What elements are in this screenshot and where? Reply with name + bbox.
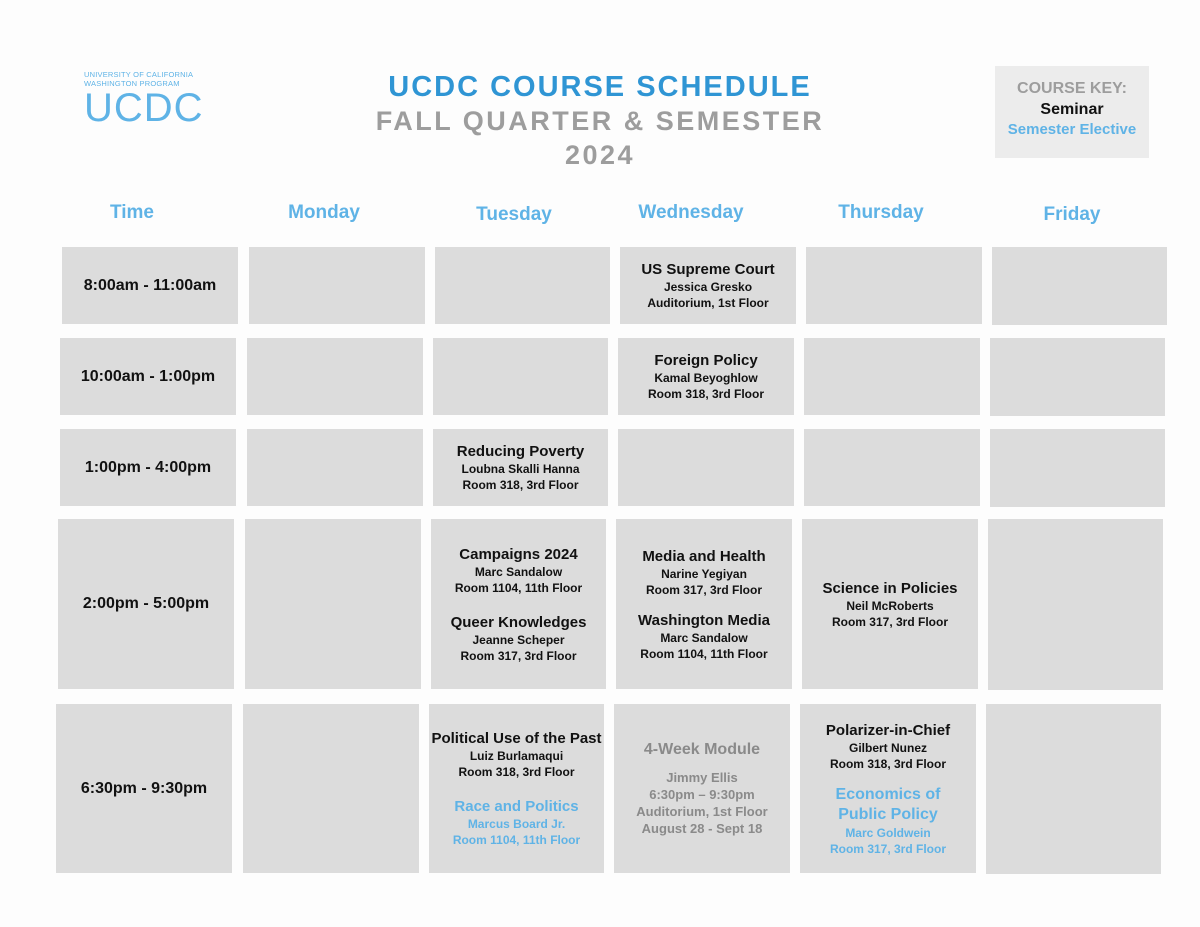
course-room: Room 317, 3rd Floor <box>831 614 948 629</box>
time-label: 6:30pm - 9:30pm <box>80 779 208 797</box>
course-instructor: Neil McRoberts <box>846 598 934 613</box>
header-wednesday: Wednesday <box>638 202 744 223</box>
time-label: 1:00pm - 4:00pm <box>84 458 212 476</box>
course-room: Room 317, 3rd Floor <box>460 648 577 663</box>
course-instructor: Jimmy Ellis <box>666 770 738 785</box>
class-cell-wednesday <box>616 519 792 689</box>
course-room: Room 1104, 11th Floor <box>452 833 581 847</box>
course-key-elective: Semester Elective <box>1007 121 1137 138</box>
empty-cell-monday <box>249 247 425 324</box>
time-label: 8:00am - 11:00am <box>83 276 217 294</box>
time-cell <box>62 247 238 324</box>
course-room: Room 318, 3rd Floor <box>458 765 575 779</box>
empty-cell-friday <box>986 704 1161 874</box>
page-subtitle: FALL QUARTER & SEMESTER 2024 <box>375 106 825 170</box>
logo-line-2: WASHINGTON PROGRAM <box>84 79 180 88</box>
course-instructor: Marcus Board Jr. <box>467 817 566 831</box>
logo-mark: UCDC <box>84 86 204 130</box>
course-instructor: Marc Sandalow <box>660 630 748 645</box>
course-political-use-past <box>431 729 601 780</box>
course-instructor: Narine Yegiyan <box>661 566 747 581</box>
course-title: Reducing Poverty <box>456 443 585 460</box>
course-title: Race and Politics <box>454 798 579 815</box>
course-room: Room 318, 3rd Floor <box>462 478 579 492</box>
empty-cell-tuesday <box>433 338 608 415</box>
course-title: Washington Media <box>638 611 770 629</box>
empty-cell-friday <box>990 429 1165 507</box>
course-queer-knowledges <box>451 613 587 664</box>
course-title: Science in Policies <box>822 579 958 597</box>
class-cell-wednesday <box>620 247 796 324</box>
header-time: Time <box>109 202 154 223</box>
class-cell-thursday <box>802 519 978 689</box>
empty-cell-friday <box>990 338 1165 416</box>
course-room: Auditorium, 1st Floor <box>636 804 768 819</box>
course-instructor: Marc Sandalow <box>474 564 563 579</box>
header-tuesday: Tuesday <box>476 204 552 225</box>
course-title-line-1: Economics of <box>835 785 941 803</box>
time-label: 10:00am - 1:00pm <box>80 367 216 385</box>
logo-line-1: UNIVERSITY OF CALIFORNIA <box>84 70 194 79</box>
course-instructor: Gilbert Nunez <box>848 740 927 755</box>
course-room: Room 317, 3rd Floor <box>645 582 762 597</box>
course-washington-media <box>638 611 770 662</box>
course-key-title: COURSE KEY: <box>1017 80 1127 97</box>
course-room: Room 317, 3rd Floor <box>829 841 947 856</box>
course-instructor: Loubna Skalli Hanna <box>461 462 580 476</box>
class-cell-tuesday <box>429 704 604 873</box>
empty-cell-monday <box>247 429 423 506</box>
class-cell-tuesday <box>433 429 608 506</box>
course-reducing-poverty <box>457 442 585 493</box>
course-campaigns <box>455 545 582 596</box>
course-instructor: Jessica Gresko <box>663 280 753 294</box>
course-title: Campaigns 2024 <box>459 545 578 563</box>
empty-cell-monday <box>243 704 419 873</box>
header-thursday: Thursday <box>838 202 924 223</box>
course-title: Foreign Policy <box>654 352 758 369</box>
course-time: 6:30pm – 9:30pm <box>649 787 755 802</box>
empty-cell-monday <box>245 519 421 689</box>
empty-cell-thursday <box>804 338 980 415</box>
course-media-health <box>642 547 765 598</box>
course-instructor: Kamal Beyoghlow <box>654 371 758 385</box>
empty-cell-tuesday <box>435 247 610 324</box>
header-monday: Monday <box>288 202 360 223</box>
title-block <box>340 70 860 172</box>
course-science-policies <box>822 579 957 630</box>
time-cell <box>56 704 232 873</box>
course-foreign-policy <box>648 351 764 402</box>
course-economics-public-policy <box>830 785 946 857</box>
time-cell <box>58 519 234 689</box>
course-room: Auditorium, 1st Floor <box>647 296 769 310</box>
class-cell-wednesday <box>618 338 794 415</box>
course-polarizer-in-chief <box>826 721 950 772</box>
empty-cell-wednesday <box>618 429 794 506</box>
course-room: Room 1104, 11th Floor <box>454 580 583 595</box>
empty-cell-friday <box>988 519 1163 690</box>
time-label: 2:00pm - 5:00pm <box>82 595 210 612</box>
ucdc-logo <box>84 70 204 128</box>
course-instructor: Marc Goldwein <box>845 825 931 840</box>
course-title: Political Use of the Past <box>431 730 602 747</box>
class-cell-thursday <box>800 704 976 873</box>
course-supreme-court <box>641 260 774 311</box>
course-dates: August 28 - Sept 18 <box>641 821 763 836</box>
page-title: UCDC COURSE SCHEDULE <box>388 71 812 103</box>
course-race-politics <box>453 797 580 848</box>
course-title: Media and Health <box>642 547 766 565</box>
empty-cell-thursday <box>806 247 982 324</box>
course-key <box>995 66 1149 158</box>
class-cell-wednesday <box>614 704 790 873</box>
course-title: Polarizer-in-Chief <box>825 721 951 739</box>
time-cell <box>60 338 236 415</box>
course-room: Room 318, 3rd Floor <box>829 756 947 771</box>
course-title: 4-Week Module <box>643 741 761 758</box>
course-title: Queer Knowledges <box>450 613 587 631</box>
course-title: US Supreme Court <box>641 261 775 278</box>
course-instructor: Luiz Burlamaqui <box>469 749 564 763</box>
class-cell-tuesday <box>431 519 606 689</box>
course-4-week-module <box>636 740 767 837</box>
course-key-seminar: Seminar <box>1040 101 1104 118</box>
header-friday: Friday <box>1043 204 1101 225</box>
empty-cell-thursday <box>804 429 980 506</box>
course-instructor: Jeanne Scheper <box>472 632 565 647</box>
empty-cell-monday <box>247 338 423 415</box>
course-room: Room 1104, 11th Floor <box>640 646 768 661</box>
time-cell <box>60 429 236 506</box>
course-title-line-2: Public Policy <box>838 805 938 823</box>
empty-cell-friday <box>992 247 1167 325</box>
course-room: Room 318, 3rd Floor <box>647 387 765 401</box>
